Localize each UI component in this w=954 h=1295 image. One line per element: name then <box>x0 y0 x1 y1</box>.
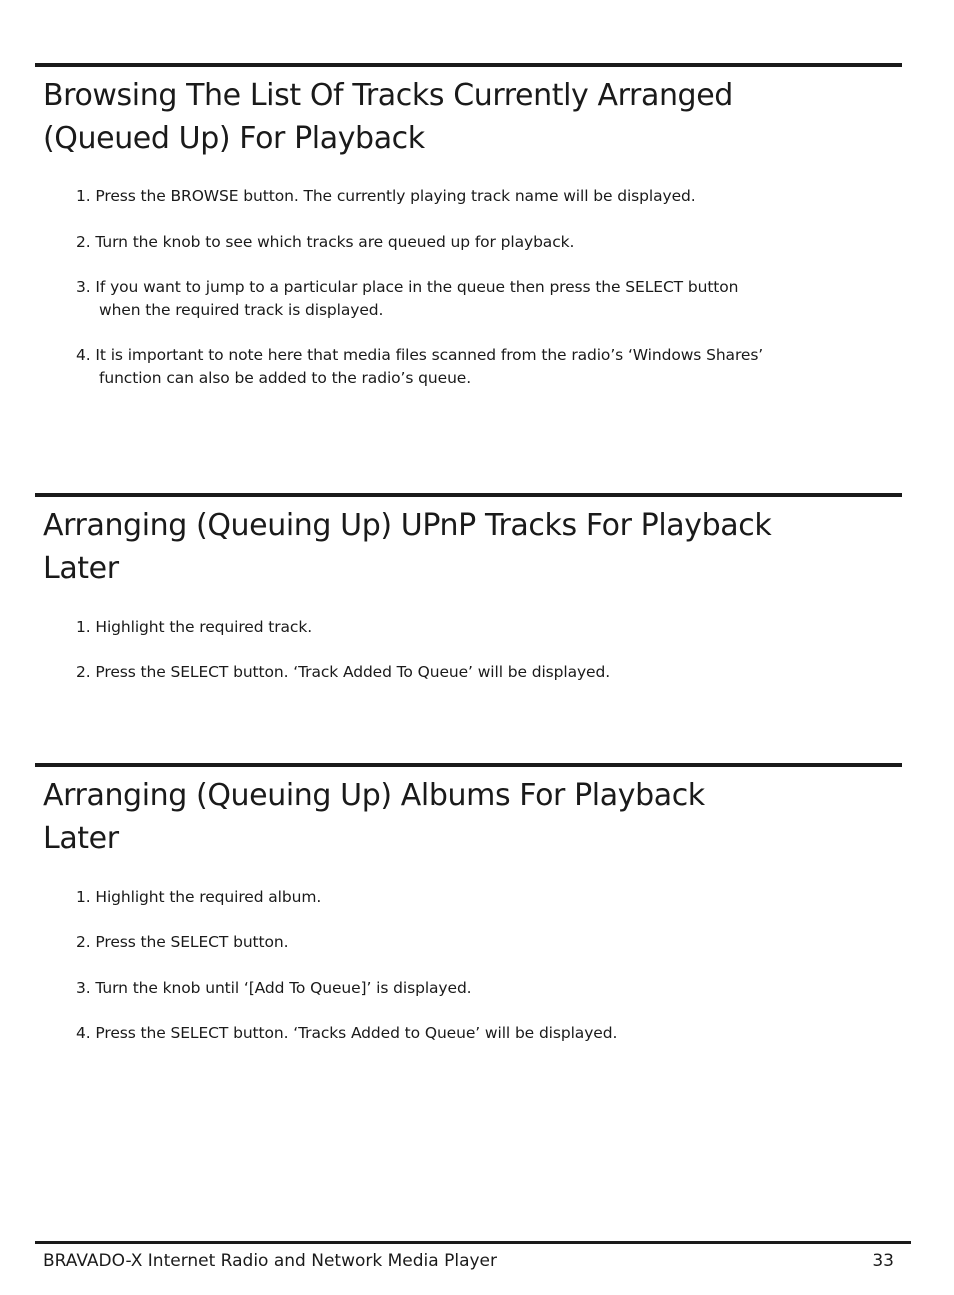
step-text: 3. If you want to jump to a particular place in the queue then press the SELECT button <box>76 278 739 296</box>
section-albums-queue <box>35 763 902 1042</box>
section-heading <box>35 774 803 860</box>
section-browsing-queue <box>35 63 902 387</box>
list-item <box>76 276 796 322</box>
heading-line-2: Later <box>43 821 119 856</box>
footer-divider <box>35 1241 911 1244</box>
list-item <box>76 661 796 684</box>
step-text: 2. Press the SELECT button. <box>76 933 289 951</box>
section-heading <box>35 74 803 160</box>
heading-line-1: Arranging (Queuing Up) Albums For Playback <box>43 778 705 813</box>
list-item <box>76 931 796 954</box>
section-upnp-queue <box>35 493 902 681</box>
step-text: 3. Turn the knob until ‘[Add To Queue]’ is displayed. <box>76 979 472 997</box>
step-text-continued: when the required track is displayed. <box>99 301 384 319</box>
step-text-continued: function can also be added to the radio’s queue. <box>99 369 472 387</box>
step-text: 1. Highlight the required track. <box>76 618 313 636</box>
page-footer <box>35 1241 911 1271</box>
step-text: 4. It is important to note here that media files scanned from the radio’s ‘Windows Shares’ <box>76 346 764 364</box>
list-item <box>76 1022 796 1045</box>
step-text: 1. Press the BROWSE button. The currently playing track name will be displayed. <box>76 187 696 205</box>
heading-line-1: Arranging (Queuing Up) UPnP Tracks For Playback <box>43 508 772 543</box>
heading-line-2: (Queued Up) For Playback <box>43 121 425 156</box>
heading-line-1: Browsing The List Of Tracks Currently Arranged <box>43 78 733 113</box>
step-text: 1. Highlight the required album. <box>76 888 322 906</box>
heading-line-2: Later <box>43 551 119 586</box>
step-text: 4. Press the SELECT button. ‘Tracks Added to Queue’ will be displayed. <box>76 1024 618 1042</box>
step-text: 2. Turn the knob to see which tracks are queued up for playback. <box>76 233 575 251</box>
list-item <box>76 185 796 208</box>
list-item <box>76 886 796 909</box>
list-item <box>76 231 796 254</box>
page-number: 33 <box>872 1251 894 1271</box>
section-divider <box>35 763 902 767</box>
list-item <box>76 616 796 639</box>
section-divider <box>35 493 902 497</box>
step-text: 2. Press the SELECT button. ‘Track Added To Queue’ will be displayed. <box>76 663 611 681</box>
footer-title: BRAVADO-X Internet Radio and Network Media Player <box>43 1251 497 1271</box>
section-heading <box>35 504 803 590</box>
section-divider <box>35 63 902 67</box>
list-item <box>76 344 796 390</box>
list-item <box>76 977 796 1000</box>
